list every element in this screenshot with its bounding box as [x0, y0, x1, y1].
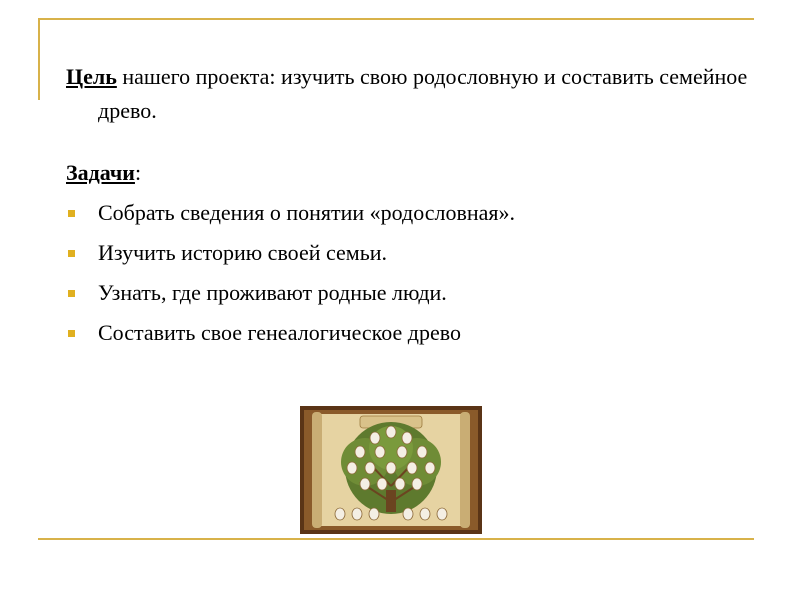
tasks-heading	[66, 156, 766, 190]
task-list	[66, 196, 766, 350]
goal-paragraph	[66, 60, 766, 128]
bottom-rule	[38, 538, 754, 540]
tasks-colon: :	[134, 160, 142, 185]
list-item	[66, 196, 766, 230]
square-bullet-icon	[68, 250, 75, 257]
left-rule	[38, 18, 40, 100]
square-bullet-icon	[68, 210, 75, 217]
list-item	[66, 316, 766, 350]
task-text: Узнать, где проживают родные люди.	[98, 280, 447, 305]
task-text: Изучить историю своей семьи.	[98, 240, 388, 265]
goal-label: Цель	[66, 64, 117, 89]
top-rule	[38, 18, 754, 20]
slide-content	[66, 60, 766, 356]
square-bullet-icon	[68, 330, 75, 337]
list-item	[66, 236, 766, 270]
list-item	[66, 276, 766, 310]
task-text: Собрать сведения о понятии «родословная».	[98, 200, 516, 225]
tasks-label: Задачи	[66, 160, 135, 185]
family-tree-image	[300, 406, 482, 534]
goal-text: нашего проекта: изучить свою родословную и составить семейное древо.	[98, 64, 748, 123]
square-bullet-icon	[68, 290, 75, 297]
task-text: Составить свое генеалогическое древо	[98, 320, 461, 345]
